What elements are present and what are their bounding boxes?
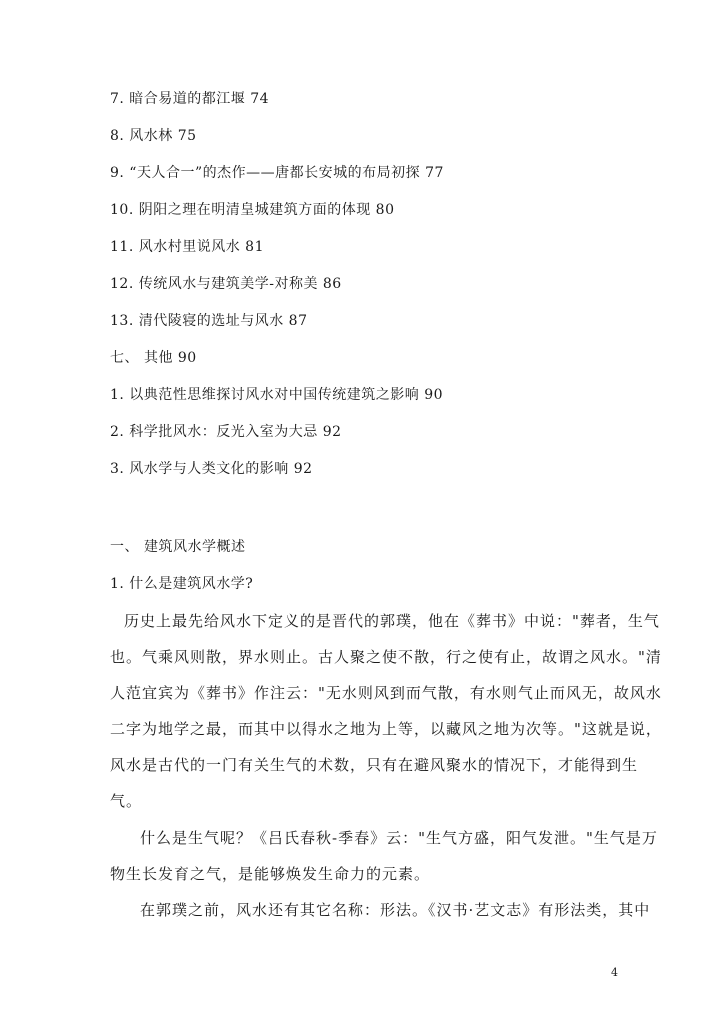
toc-entry[interactable]: 9. “天人合一”的杰作——唐都长安城的布局初探 77 bbox=[110, 165, 444, 181]
paragraph-line: 在郭璞之前，风水还有其它名称：形法。《汉书·艺文志》有形法类，其中 bbox=[140, 901, 651, 919]
section-title: 一、 建筑风水学概述 bbox=[110, 539, 246, 555]
paragraph-3 bbox=[110, 892, 651, 928]
paragraph-line: 人范宜宾为《葬书》作注云："无水则风到而气散，有水则气止而风无，故风水 bbox=[110, 684, 662, 702]
paragraph-line: 二字为地学之最，而其中以得水之地为上等，以藏风之地为次等。"这就是说， bbox=[110, 720, 662, 738]
toc-entry[interactable]: 7. 暗合易道的都江堰 74 bbox=[110, 91, 270, 107]
paragraph-line: 物生长发育之气，是能够焕发生命力的元素。 bbox=[110, 865, 431, 883]
paragraph-2 bbox=[110, 820, 658, 892]
toc-entry[interactable]: 10. 阴阳之理在明清皇城建筑方面的体现 80 bbox=[110, 202, 395, 218]
toc-entry[interactable]: 13. 清代陵寝的选址与风水 87 bbox=[110, 313, 308, 329]
toc-entry[interactable]: 1. 以典范性思维探讨风水对中国传统建筑之影响 90 bbox=[110, 387, 444, 403]
paragraph-line: 什么是生气呢？《吕氏春秋-季春》云："生气方盛，阳气发泄。"生气是万 bbox=[140, 829, 658, 847]
paragraph-line: 历史上最先给风水下定义的是晋代的郭璞，他在《葬书》中说："葬者，生气 bbox=[124, 612, 660, 630]
toc-entry[interactable]: 8. 风水林 75 bbox=[110, 128, 197, 144]
toc-entry[interactable]: 11. 风水村里说风水 81 bbox=[110, 239, 264, 255]
toc-entry[interactable]: 七、 其他 90 bbox=[110, 350, 197, 366]
toc-entry[interactable]: 3. 风水学与人类文化的影响 92 bbox=[110, 461, 313, 477]
page-number: 4 bbox=[611, 966, 618, 979]
subsection-title: 1. 什么是建筑风水学? bbox=[110, 576, 254, 592]
toc-entry[interactable]: 2. 科学批风水：反光入室为大忌 92 bbox=[110, 424, 342, 440]
toc-entry[interactable]: 12. 传统风水与建筑美学-对称美 86 bbox=[110, 276, 342, 292]
paragraph-line: 也。气乘风则散，界水则止。古人聚之使不散，行之使有止，故谓之风水。"清 bbox=[110, 648, 662, 666]
paragraph-line: 风水是古代的一门有关生气的术数，只有在避风聚水的情况下，才能得到生 bbox=[110, 756, 639, 774]
paragraph-1 bbox=[110, 603, 662, 819]
paragraph-line: 气。 bbox=[110, 792, 143, 810]
